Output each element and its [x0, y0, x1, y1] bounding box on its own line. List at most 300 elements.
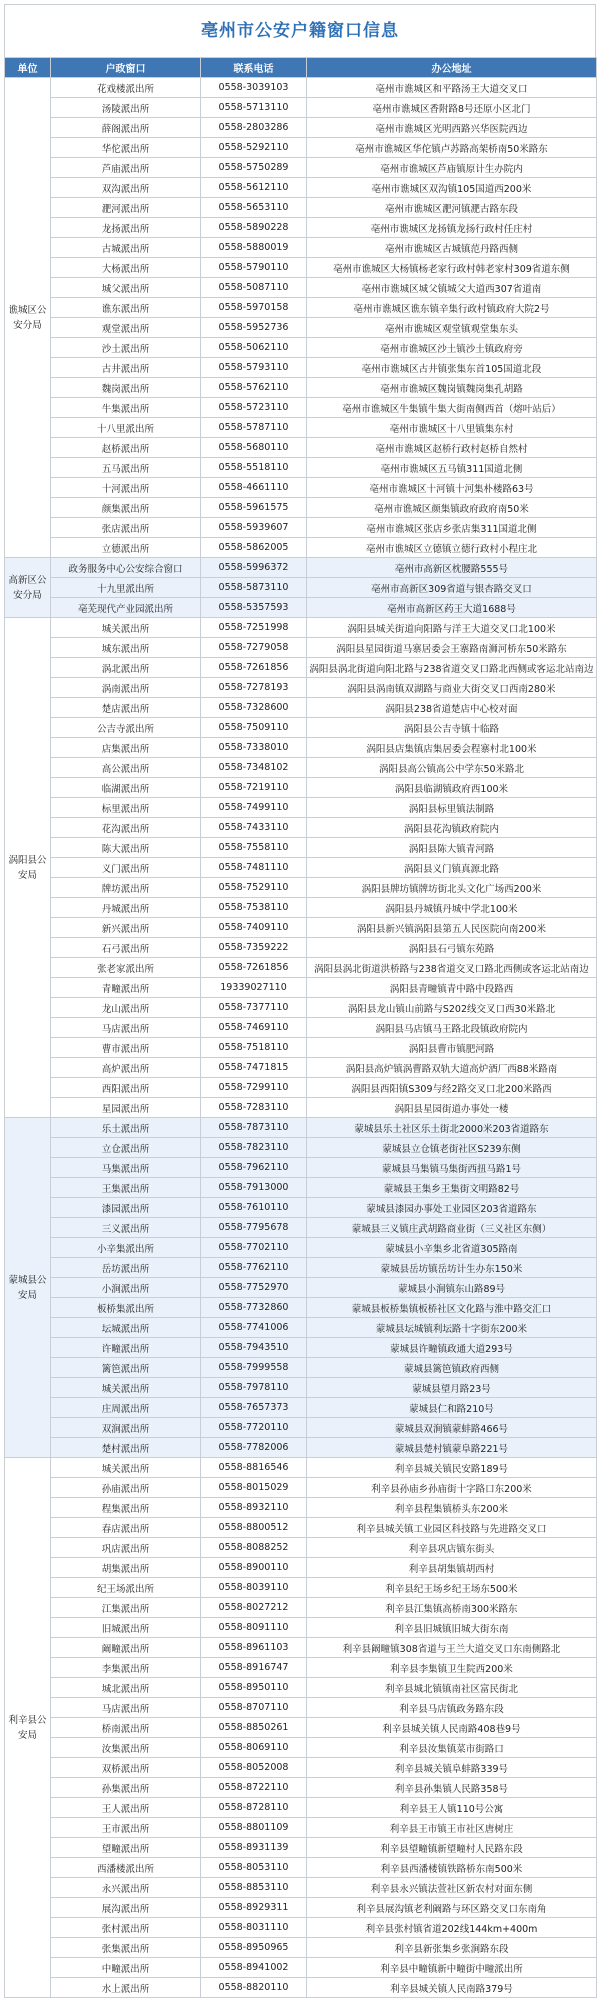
- address-cell: 利辛县城关镇人民南路379号: [307, 1978, 597, 1998]
- table-row: [5, 1118, 597, 1138]
- window-cell: 李集派出所: [51, 1658, 201, 1678]
- address-cell: 亳州市谯城区光明西路兴华医院西边: [307, 118, 597, 138]
- address-cell: 亳州市谯城区香附路8号还原小区北门: [307, 98, 597, 118]
- table-row: [5, 1298, 597, 1318]
- phone-cell: 0558-5793110: [201, 358, 307, 378]
- address-cell: 涡阳县店集镇店集居委会程寨村北100米: [307, 738, 597, 758]
- address-cell: 利辛县西潘楼镇铁路桥东南500米: [307, 1858, 597, 1878]
- phone-cell: 0558-8015029: [201, 1478, 307, 1498]
- table-row: [5, 358, 597, 378]
- address-cell: 利辛县孙集镇人民路358号: [307, 1778, 597, 1798]
- window-cell: 古井派出所: [51, 358, 201, 378]
- address-cell: 涡阳县标里镇法制路: [307, 798, 597, 818]
- address-cell: 亳州市谯城区五马镇311国道北侧: [307, 458, 597, 478]
- phone-cell: 0558-7538110: [201, 898, 307, 918]
- window-cell: 马集派出所: [51, 1158, 201, 1178]
- phone-cell: 0558-7913000: [201, 1178, 307, 1198]
- phone-cell: 0558-7518110: [201, 1038, 307, 1058]
- window-cell: 谯东派出所: [51, 298, 201, 318]
- table-row: [5, 258, 597, 278]
- phone-cell: 0558-5880019: [201, 238, 307, 258]
- window-cell: 陈大派出所: [51, 838, 201, 858]
- address-cell: 亳州市谯城区谯东镇辛集行政村镇政府大院2号: [307, 298, 597, 318]
- table-row: [5, 1438, 597, 1458]
- window-cell: 楚村派出所: [51, 1438, 201, 1458]
- address-cell: 涡阳县星园街道办事处一楼: [307, 1098, 597, 1118]
- office-table: [4, 57, 597, 1998]
- table-row: [5, 1078, 597, 1098]
- window-cell: 星园派出所: [51, 1098, 201, 1118]
- phone-cell: 0558-7219110: [201, 778, 307, 798]
- address-cell: 亳州市谯城区和平路汤王大道交叉口: [307, 78, 597, 98]
- phone-cell: 0558-8816546: [201, 1458, 307, 1478]
- window-cell: 孙集派出所: [51, 1778, 201, 1798]
- window-cell: 永兴派出所: [51, 1878, 201, 1898]
- window-cell: 新兴派出所: [51, 918, 201, 938]
- phone-cell: 0558-7978110: [201, 1378, 307, 1398]
- address-cell: 利辛县旧城镇旧城大街东南: [307, 1618, 597, 1638]
- window-cell: 楚店派出所: [51, 698, 201, 718]
- table-row: [5, 578, 597, 598]
- phone-cell: 0558-8053110: [201, 1858, 307, 1878]
- address-cell: 亳州市谯城区魏岗镇魏岗集孔胡路: [307, 378, 597, 398]
- phone-cell: 0558-5961575: [201, 498, 307, 518]
- table-row: [5, 1618, 597, 1638]
- address-cell: 利辛县程集镇桥头东200米: [307, 1498, 597, 1518]
- phone-cell: 0558-4661110: [201, 478, 307, 498]
- table-row: [5, 238, 597, 258]
- phone-cell: 0558-7299110: [201, 1078, 307, 1098]
- address-cell: 亳州市谯城区十河镇十河集朴楼路63号: [307, 478, 597, 498]
- address-cell: 蒙城县岳坊镇岳坊计生办东150米: [307, 1258, 597, 1278]
- phone-cell: 0558-8722110: [201, 1778, 307, 1798]
- address-cell: 蒙城县篱笆镇政府西侧: [307, 1358, 597, 1378]
- address-cell: 涡阳县龙山镇山前路与S202线交叉口西30米路北: [307, 998, 597, 1018]
- table-row: [5, 1278, 597, 1298]
- address-cell: 亳州市谯城区立德镇立德行政村小程庄北: [307, 538, 597, 558]
- window-cell: 汝集派出所: [51, 1738, 201, 1758]
- phone-cell: 0558-8800512: [201, 1518, 307, 1538]
- phone-cell: 0558-7279058: [201, 638, 307, 658]
- phone-cell: 0558-5612110: [201, 178, 307, 198]
- window-cell: 巩店派出所: [51, 1538, 201, 1558]
- phone-cell: 0558-2803286: [201, 118, 307, 138]
- address-cell: 亳州市谯城区华佗镇卢苏路高架桥南50米路东: [307, 138, 597, 158]
- table-row: [5, 798, 597, 818]
- window-cell: 马店派出所: [51, 1698, 201, 1718]
- address-cell: 利辛县望疃镇新望疃村人民路东段: [307, 1838, 597, 1858]
- header-unit: 单位: [5, 58, 51, 78]
- window-cell: 古城派出所: [51, 238, 201, 258]
- table-row: [5, 898, 597, 918]
- window-cell: 曹市派出所: [51, 1038, 201, 1058]
- table-row: [5, 1738, 597, 1758]
- window-cell: 张店派出所: [51, 518, 201, 538]
- table-row: [5, 298, 597, 318]
- district-group: [5, 618, 597, 1118]
- table-row: [5, 1778, 597, 1798]
- page-title: 亳州市公安户籍窗口信息: [4, 4, 596, 57]
- district-group: [5, 1118, 597, 1458]
- address-cell: 涡阳县丹城镇丹城中学北100米: [307, 898, 597, 918]
- address-cell: 利辛县城关镇人民南路408巷9号: [307, 1718, 597, 1738]
- phone-cell: 0558-8091110: [201, 1618, 307, 1638]
- address-cell: 利辛县张村镇省道202线144km+400m: [307, 1918, 597, 1938]
- window-cell: 石弓派出所: [51, 938, 201, 958]
- window-cell: 丹城派出所: [51, 898, 201, 918]
- table-row: [5, 78, 597, 98]
- address-cell: 蒙城县三义镇庄武胡路商业街（三义社区东侧）: [307, 1218, 597, 1238]
- phone-cell: 0558-8707110: [201, 1698, 307, 1718]
- phone-cell: 0558-7338010: [201, 738, 307, 758]
- table-row: [5, 138, 597, 158]
- address-cell: 亳州市谯城区古井镇张集东首105国道北段: [307, 358, 597, 378]
- address-cell: 亳州市高新区枕腰路555号: [307, 558, 597, 578]
- table-row: [5, 758, 597, 778]
- window-cell: 义门派出所: [51, 858, 201, 878]
- phone-cell: 0558-8950110: [201, 1678, 307, 1698]
- window-cell: 城关派出所: [51, 618, 201, 638]
- address-cell: 涡阳县星园街道马寨居委会王寨路南浉河桥东50米路东: [307, 638, 597, 658]
- window-cell: 龙扬派出所: [51, 218, 201, 238]
- window-cell: 五马派出所: [51, 458, 201, 478]
- address-cell: 利辛县孙庙乡孙庙街十字路口东200米: [307, 1478, 597, 1498]
- phone-cell: 0558-7471815: [201, 1058, 307, 1078]
- window-cell: 华佗派出所: [51, 138, 201, 158]
- window-cell: 城东派出所: [51, 638, 201, 658]
- window-cell: 小涧派出所: [51, 1278, 201, 1298]
- window-cell: 大杨派出所: [51, 258, 201, 278]
- phone-cell: 0558-7943510: [201, 1338, 307, 1358]
- phone-cell: 0558-8850261: [201, 1718, 307, 1738]
- address-cell: 利辛县汝集镇菜市街路口: [307, 1738, 597, 1758]
- window-cell: 政务服务中心公安综合窗口: [51, 558, 201, 578]
- window-cell: 牛集派出所: [51, 398, 201, 418]
- phone-cell: 0558-8929311: [201, 1898, 307, 1918]
- window-cell: 张村派出所: [51, 1918, 201, 1938]
- window-cell: 高公派出所: [51, 758, 201, 778]
- address-cell: 亳州市高新区药王大道1688号: [307, 598, 597, 618]
- phone-cell: 0558-5939607: [201, 518, 307, 538]
- window-cell: 店集派出所: [51, 738, 201, 758]
- phone-cell: 0558-7657373: [201, 1398, 307, 1418]
- table-row: [5, 1598, 597, 1618]
- table-row: [5, 1918, 597, 1938]
- window-cell: 青疃派出所: [51, 978, 201, 998]
- phone-cell: 0558-8801109: [201, 1818, 307, 1838]
- phone-cell: 0558-7610110: [201, 1198, 307, 1218]
- window-cell: 薛阁派出所: [51, 118, 201, 138]
- window-cell: 水上派出所: [51, 1978, 201, 1998]
- table-row: [5, 678, 597, 698]
- address-cell: 亳州市谯城区观堂镇观堂集东头: [307, 318, 597, 338]
- phone-cell: 0558-8052008: [201, 1758, 307, 1778]
- window-cell: 公吉寺派出所: [51, 718, 201, 738]
- window-cell: 涡南派出所: [51, 678, 201, 698]
- table-row: [5, 378, 597, 398]
- table-row: [5, 718, 597, 738]
- phone-cell: 0558-8728110: [201, 1798, 307, 1818]
- table-row: [5, 1958, 597, 1978]
- table-row: [5, 1858, 597, 1878]
- window-cell: 程集派出所: [51, 1498, 201, 1518]
- address-cell: 利辛县江集镇高桥南300米路东: [307, 1598, 597, 1618]
- table-row: [5, 1378, 597, 1398]
- address-cell: 涡阳县城关街道向阳路与洋王大道交叉口北100米: [307, 618, 597, 638]
- table-row: [5, 1978, 597, 1998]
- phone-cell: 0558-7999558: [201, 1358, 307, 1378]
- phone-cell: 0558-7962110: [201, 1158, 307, 1178]
- table-row: [5, 1038, 597, 1058]
- phone-cell: 0558-7873110: [201, 1118, 307, 1138]
- table-row: [5, 818, 597, 838]
- table-row: [5, 1418, 597, 1438]
- phone-cell: 0558-7720110: [201, 1418, 307, 1438]
- address-cell: 蒙城县乐土社区乐土街北2000米203省道路东: [307, 1118, 597, 1138]
- address-cell: 亳州市谯城区古城镇范丹路西侧: [307, 238, 597, 258]
- table-row: [5, 1558, 597, 1578]
- phone-cell: 0558-7261856: [201, 958, 307, 978]
- address-cell: 涡阳县高公镇高公中学东50米路北: [307, 758, 597, 778]
- window-cell: 望疃派出所: [51, 1838, 201, 1858]
- phone-cell: 0558-5292110: [201, 138, 307, 158]
- window-cell: 芦庙派出所: [51, 158, 201, 178]
- table-row: [5, 918, 597, 938]
- address-cell: 亳州市谯城区牛集镇牛集大街南侧西首（熔叶站后）: [307, 398, 597, 418]
- window-cell: 观堂派出所: [51, 318, 201, 338]
- window-cell: 张集派出所: [51, 1938, 201, 1958]
- phone-cell: 0558-7782006: [201, 1438, 307, 1458]
- district-cell: 高新区公安分局: [5, 558, 51, 618]
- phone-cell: 0558-7499110: [201, 798, 307, 818]
- table-row: [5, 1098, 597, 1118]
- phone-cell: 0558-5890228: [201, 218, 307, 238]
- table-row: [5, 1398, 597, 1418]
- table-row: [5, 1578, 597, 1598]
- phone-cell: 0558-7261856: [201, 658, 307, 678]
- window-cell: 张老家派出所: [51, 958, 201, 978]
- window-cell: 展沟派出所: [51, 1898, 201, 1918]
- table-row: [5, 498, 597, 518]
- table-row: [5, 938, 597, 958]
- address-cell: 涡阳县陈大镇青河路: [307, 838, 597, 858]
- window-cell: 小辛集派出所: [51, 1238, 201, 1258]
- window-cell: 孙庙派出所: [51, 1478, 201, 1498]
- phone-cell: 0558-5996372: [201, 558, 307, 578]
- address-cell: 涡阳县公吉寺镇十临路: [307, 718, 597, 738]
- table-row: [5, 1898, 597, 1918]
- address-cell: 涡阳县高炉镇涡曹路双轨大道高炉酒厂西88米路南: [307, 1058, 597, 1078]
- table-row: [5, 1758, 597, 1778]
- table-row: [5, 158, 597, 178]
- table-row: [5, 978, 597, 998]
- table-row: [5, 1838, 597, 1858]
- window-cell: 春店派出所: [51, 1518, 201, 1538]
- phone-cell: 0558-8027212: [201, 1598, 307, 1618]
- address-cell: 亳州市高新区309省道与银杏路交叉口: [307, 578, 597, 598]
- address-cell: 利辛县王市镇王市社区唐树庄: [307, 1818, 597, 1838]
- table-row: [5, 1358, 597, 1378]
- district-cell: 蒙城县公安局: [5, 1118, 51, 1458]
- phone-cell: 0558-8900110: [201, 1558, 307, 1578]
- table-row: [5, 538, 597, 558]
- phone-cell: 0558-8820110: [201, 1978, 307, 1998]
- table-row: [5, 958, 597, 978]
- table-row: [5, 638, 597, 658]
- phone-cell: 0558-7433110: [201, 818, 307, 838]
- phone-cell: 0558-5970158: [201, 298, 307, 318]
- district-cell: 涡阳县公安局: [5, 618, 51, 1118]
- address-cell: 利辛县城关镇工业园区科技路与先进路交叉口: [307, 1518, 597, 1538]
- table-row: [5, 1878, 597, 1898]
- table-row: [5, 418, 597, 438]
- table-row: [5, 318, 597, 338]
- window-cell: 立德派出所: [51, 538, 201, 558]
- table-row: [5, 1518, 597, 1538]
- phone-cell: 0558-7409110: [201, 918, 307, 938]
- phone-cell: 0558-7348102: [201, 758, 307, 778]
- window-cell: 胡集派出所: [51, 1558, 201, 1578]
- phone-cell: 0558-7823110: [201, 1138, 307, 1158]
- address-cell: 涡阳县临湖镇政府西100米: [307, 778, 597, 798]
- table-row: [5, 1638, 597, 1658]
- address-cell: 蒙城县漆园办事处工业园区203省道路东: [307, 1198, 597, 1218]
- address-cell: 蒙城县许疃镇政通大道293号: [307, 1338, 597, 1358]
- phone-cell: 0558-5790110: [201, 258, 307, 278]
- address-cell: 亳州市谯城区颜集镇政府政府南50米: [307, 498, 597, 518]
- table-row: [5, 858, 597, 878]
- phone-cell: 0558-8941002: [201, 1958, 307, 1978]
- address-cell: 亳州市谯城区城父镇城父大道西307省道南: [307, 278, 597, 298]
- window-cell: 城父派出所: [51, 278, 201, 298]
- address-cell: 利辛县阚疃镇308省道与王兰大道交叉口东南侧路北: [307, 1638, 597, 1658]
- address-cell: 涡阳县花沟镇政府院内: [307, 818, 597, 838]
- address-cell: 利辛县王人镇110号公寓: [307, 1798, 597, 1818]
- header-window: 户政窗口: [51, 58, 201, 78]
- table-row: [5, 1258, 597, 1278]
- window-cell: 标里派出所: [51, 798, 201, 818]
- window-cell: 旧城派出所: [51, 1618, 201, 1638]
- window-cell: 三义派出所: [51, 1218, 201, 1238]
- address-cell: 利辛县永兴镇法萱社区新农村对面东侧: [307, 1878, 597, 1898]
- window-cell: 西潘楼派出所: [51, 1858, 201, 1878]
- window-cell: 魏岗派出所: [51, 378, 201, 398]
- window-cell: 赵桥派出所: [51, 438, 201, 458]
- phone-cell: 0558-5787110: [201, 418, 307, 438]
- phone-cell: 0558-7359222: [201, 938, 307, 958]
- phone-cell: 0558-7795678: [201, 1218, 307, 1238]
- phone-cell: 0558-7469110: [201, 1018, 307, 1038]
- window-cell: 十河派出所: [51, 478, 201, 498]
- address-cell: 亳州市谯城区双沟镇105国道西200米: [307, 178, 597, 198]
- table-row: [5, 218, 597, 238]
- phone-cell: 0558-5357593: [201, 598, 307, 618]
- phone-cell: 0558-7752970: [201, 1278, 307, 1298]
- district-cell: 谯城区公安分局: [5, 78, 51, 558]
- window-cell: 花戏楼派出所: [51, 78, 201, 98]
- window-cell: 岳坊派出所: [51, 1258, 201, 1278]
- window-cell: 临湖派出所: [51, 778, 201, 798]
- phone-cell: 0558-5518110: [201, 458, 307, 478]
- phone-cell: 0558-5087110: [201, 278, 307, 298]
- table-row: [5, 838, 597, 858]
- table-row: [5, 1458, 597, 1478]
- window-cell: 城关派出所: [51, 1378, 201, 1398]
- phone-cell: 0558-7558110: [201, 838, 307, 858]
- address-cell: 利辛县城北镇镇南社区富民街北: [307, 1678, 597, 1698]
- address-cell: 利辛县胡集镇胡西村: [307, 1558, 597, 1578]
- window-cell: 双桥派出所: [51, 1758, 201, 1778]
- table-row: [5, 1318, 597, 1338]
- address-cell: 亳州市谯城区十八里镇集东村: [307, 418, 597, 438]
- address-cell: 蒙城县楚村镇蒙阜路221号: [307, 1438, 597, 1458]
- table-row: [5, 1698, 597, 1718]
- address-cell: 亳州市谯城区赵桥行政村赵桥自然村: [307, 438, 597, 458]
- window-cell: 城关派出所: [51, 1458, 201, 1478]
- phone-cell: 0558-7702110: [201, 1238, 307, 1258]
- header-phone: 联系电话: [201, 58, 307, 78]
- address-cell: 蒙城县立仓镇老街社区S239东侧: [307, 1138, 597, 1158]
- address-cell: 利辛县城关镇民安路189号: [307, 1458, 597, 1478]
- table-row: [5, 338, 597, 358]
- window-cell: 马店派出所: [51, 1018, 201, 1038]
- window-cell: 颜集派出所: [51, 498, 201, 518]
- info-sheet: [4, 4, 596, 1998]
- table-header-row: [5, 58, 597, 78]
- table-row: [5, 1818, 597, 1838]
- window-cell: 坛城派出所: [51, 1318, 201, 1338]
- phone-cell: 0558-8950965: [201, 1938, 307, 1958]
- phone-cell: 0558-5723110: [201, 398, 307, 418]
- window-cell: 西阳派出所: [51, 1078, 201, 1098]
- window-cell: 十八里派出所: [51, 418, 201, 438]
- phone-cell: 0558-5762110: [201, 378, 307, 398]
- table-row: [5, 1678, 597, 1698]
- table-row: [5, 1338, 597, 1358]
- address-cell: 利辛县新张集乡张涧路东段: [307, 1938, 597, 1958]
- table-row: [5, 1498, 597, 1518]
- phone-cell: 0558-5952736: [201, 318, 307, 338]
- address-cell: 涡阳县西阳镇S309与经2路交叉口北200米路西: [307, 1078, 597, 1098]
- phone-cell: 0558-3039103: [201, 78, 307, 98]
- address-cell: 涡阳县涡北街道向阳北路与238省道交叉口路北西侧或客运北站南边: [307, 658, 597, 678]
- table-row: [5, 1718, 597, 1738]
- window-cell: 板桥集派出所: [51, 1298, 201, 1318]
- address-cell: 涡阳县石弓镇东苑路: [307, 938, 597, 958]
- window-cell: 篱笆派出所: [51, 1358, 201, 1378]
- table-row: [5, 738, 597, 758]
- address-cell: 亳州市谯城区沙土镇沙土镇政府旁: [307, 338, 597, 358]
- window-cell: 亳芜现代产业园派出所: [51, 598, 201, 618]
- table-row: [5, 98, 597, 118]
- table-row: [5, 1158, 597, 1178]
- address-cell: 亳州市谯城区张店乡张店集311国道北侧: [307, 518, 597, 538]
- window-cell: 双涧派出所: [51, 1418, 201, 1438]
- address-cell: 利辛县李集镇卫生院西200米: [307, 1658, 597, 1678]
- phone-cell: 0558-7278193: [201, 678, 307, 698]
- phone-cell: 0558-5713110: [201, 98, 307, 118]
- table-row: [5, 458, 597, 478]
- address-cell: 涡阳县义门镇真源北路: [307, 858, 597, 878]
- window-cell: 桥南派出所: [51, 1718, 201, 1738]
- phone-cell: 0558-5653110: [201, 198, 307, 218]
- address-cell: 涡阳县青疃镇青中路中段路西: [307, 978, 597, 998]
- address-cell: 利辛县中疃镇新中疃街中疃派出所: [307, 1958, 597, 1978]
- address-cell: 涡阳县新兴镇涡阳县第五人民医院向南200米: [307, 918, 597, 938]
- phone-cell: 0558-8039110: [201, 1578, 307, 1598]
- table-row: [5, 478, 597, 498]
- address-cell: 亳州市谯城区大杨镇杨老家行政村韩老家村309省道东侧: [307, 258, 597, 278]
